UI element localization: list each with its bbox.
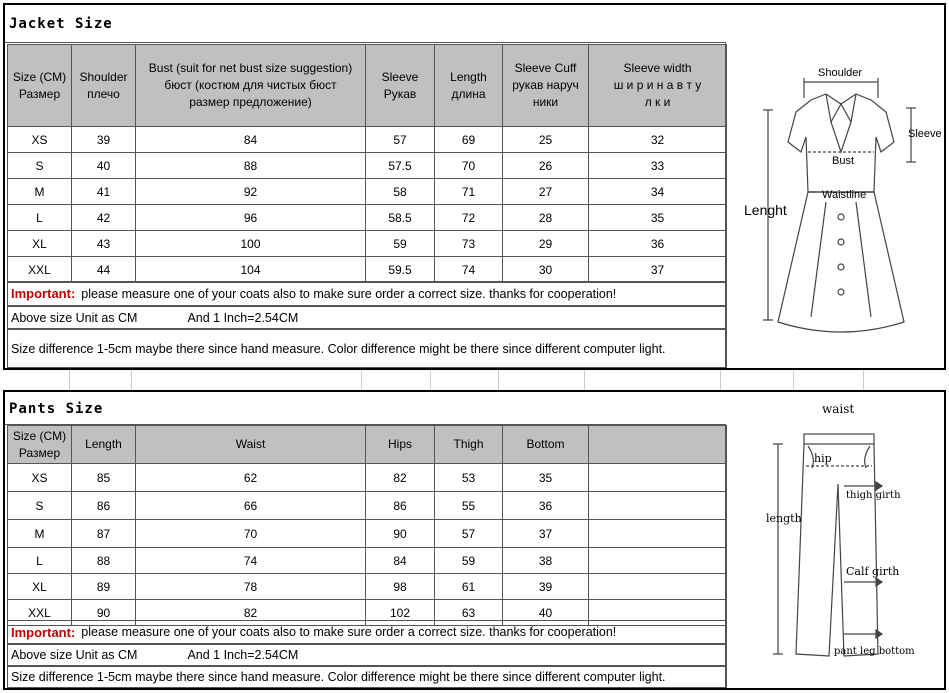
important-text: please measure one of your coats also to make sure order a correct size. thanks for cooperation!: [81, 625, 617, 639]
table-cell: 71: [435, 179, 503, 205]
table-cell: 61: [435, 574, 503, 600]
table-row: [8, 492, 727, 520]
table-cell: 69: [435, 127, 503, 153]
header-bottom: Bottom: [503, 426, 589, 464]
header-thigh: Thigh: [435, 426, 503, 464]
jacket-size-section: [3, 3, 946, 370]
table-cell: [589, 574, 727, 600]
table-cell: 37: [503, 520, 589, 548]
bust-label: Bust: [832, 155, 855, 167]
table-cell: 78: [136, 574, 366, 600]
table-row: [8, 127, 727, 153]
table-cell: 59.5: [366, 257, 435, 283]
table-cell: 70: [136, 520, 366, 548]
table-row: [8, 231, 727, 257]
table-cell: 35: [503, 464, 589, 492]
length-label: Lenght: [744, 202, 787, 218]
difference-text: Size difference 1-5cm maybe there since hand measure. Color difference might be there since different computer light.: [11, 341, 666, 356]
header-empty: [589, 426, 727, 464]
pants-measurement-diagram: [725, 402, 945, 688]
table-cell: 34: [589, 179, 727, 205]
table-cell: 55: [435, 492, 503, 520]
table-cell: 39: [72, 127, 136, 153]
table-cell: 82: [136, 600, 366, 626]
table-cell: 26: [503, 153, 589, 179]
difference-note: [7, 666, 727, 688]
table-row: [8, 257, 727, 283]
table-cell: 41: [72, 179, 136, 205]
table-cell: 27: [503, 179, 589, 205]
header-sleeve: Sleeve Рукав: [366, 45, 435, 127]
important-label: Important:: [11, 286, 76, 301]
table-cell: L: [8, 205, 72, 231]
table-cell: 29: [503, 231, 589, 257]
difference-note: [7, 329, 727, 368]
table-cell: XXL: [8, 257, 72, 283]
table-cell: 30: [503, 257, 589, 283]
table-cell: 36: [503, 492, 589, 520]
table-cell: 85: [72, 464, 136, 492]
table-cell: 102: [366, 600, 435, 626]
table-cell: 92: [136, 179, 366, 205]
table-cell: 84: [366, 548, 435, 574]
table-cell: 70: [435, 153, 503, 179]
unit-note: [7, 644, 727, 666]
jacket-size-table: [7, 44, 727, 283]
inch-text: And 1 Inch=2.54CM: [187, 648, 299, 662]
table-cell: 104: [136, 257, 366, 283]
pants-size-table: [7, 425, 727, 626]
table-cell: [589, 464, 727, 492]
bottom-label: pant leg bottom: [834, 646, 915, 657]
inch-text: And 1 Inch=2.54CM: [187, 310, 299, 325]
important-note: [7, 620, 727, 644]
header-hips: Hips: [366, 426, 435, 464]
jacket-measurement-diagram: [725, 42, 945, 368]
table-cell: 63: [435, 600, 503, 626]
table-cell: 44: [72, 257, 136, 283]
header-bust: Bust (suit for net bust size suggestion) бюст (костюм для чистых бюст размер предложение): [136, 45, 366, 127]
table-cell: XXL: [8, 600, 72, 626]
table-cell: [589, 548, 727, 574]
header-waist: Waist: [136, 426, 366, 464]
table-row: [8, 179, 727, 205]
table-cell: 42: [72, 205, 136, 231]
table-cell: 88: [72, 548, 136, 574]
table-cell: 39: [503, 574, 589, 600]
header-length: Length длина: [435, 45, 503, 127]
unit-text: Above size Unit as CM: [11, 648, 138, 662]
table-row: [8, 548, 727, 574]
table-cell: [589, 520, 727, 548]
table-cell: 73: [435, 231, 503, 257]
table-row: [8, 205, 727, 231]
spreadsheet-gridlines: [3, 370, 946, 390]
table-cell: L: [8, 548, 72, 574]
table-cell: 96: [136, 205, 366, 231]
table-cell: 35: [589, 205, 727, 231]
table-cell: 57.5: [366, 153, 435, 179]
table-cell: 38: [503, 548, 589, 574]
table-cell: 57: [435, 520, 503, 548]
unit-text: Above size Unit as CM: [11, 310, 138, 325]
table-cell: 58.5: [366, 205, 435, 231]
table-cell: M: [8, 520, 72, 548]
table-cell: 86: [366, 492, 435, 520]
table-cell: 98: [366, 574, 435, 600]
table-cell: 37: [589, 257, 727, 283]
table-row: [8, 520, 727, 548]
header-sleeve-width: Sleeve width ш и р и н а в т у л к и: [589, 45, 727, 127]
table-cell: S: [8, 153, 72, 179]
important-label: Important:: [11, 624, 76, 640]
hip-label: hip: [814, 452, 832, 465]
waist-label: waist: [822, 402, 855, 416]
table-cell: 89: [72, 574, 136, 600]
table-cell: 40: [503, 600, 589, 626]
table-cell: 72: [435, 205, 503, 231]
table-row: [8, 574, 727, 600]
table-cell: [589, 492, 727, 520]
table-cell: 66: [136, 492, 366, 520]
table-cell: S: [8, 492, 72, 520]
table-cell: XS: [8, 127, 72, 153]
jacket-title: Jacket Size: [9, 16, 113, 32]
table-cell: 88: [136, 153, 366, 179]
table-cell: 58: [366, 179, 435, 205]
table-cell: 82: [366, 464, 435, 492]
table-cell: 36: [589, 231, 727, 257]
table-cell: 57: [366, 127, 435, 153]
table-cell: 43: [72, 231, 136, 257]
table-cell: 33: [589, 153, 727, 179]
table-cell: XS: [8, 464, 72, 492]
table-cell: 59: [435, 548, 503, 574]
header-shoulder: Shoulder плечо: [72, 45, 136, 127]
sleeve-label: Sleeve: [908, 128, 942, 140]
header-size: Size (CM) Размер: [8, 45, 72, 127]
table-cell: XL: [8, 574, 72, 600]
table-cell: 25: [503, 127, 589, 153]
table-row: [8, 153, 727, 179]
calf-label: Calf girth: [846, 565, 900, 578]
table-cell: 32: [589, 127, 727, 153]
table-cell: 90: [72, 600, 136, 626]
thigh-label: thigh girth: [846, 490, 901, 501]
table-cell: 62: [136, 464, 366, 492]
table-cell: 86: [72, 492, 136, 520]
pants-size-section: [3, 390, 946, 690]
important-text: please measure one of your coats also to make sure order a correct size. thanks for cooperation!: [81, 286, 617, 301]
divider: [5, 42, 725, 43]
pants-title: Pants Size: [9, 401, 104, 417]
table-row: [8, 464, 727, 492]
table-cell: 28: [503, 205, 589, 231]
table-cell: M: [8, 179, 72, 205]
table-cell: 59: [366, 231, 435, 257]
header-size: Size (CM) Размер: [8, 426, 72, 464]
table-cell: 100: [136, 231, 366, 257]
unit-note: [7, 306, 727, 329]
table-cell: XL: [8, 231, 72, 257]
table-cell: 84: [136, 127, 366, 153]
table-cell: 90: [366, 520, 435, 548]
table-cell: 53: [435, 464, 503, 492]
shoulder-label: Shoulder: [818, 67, 863, 79]
pants-header-row: [8, 426, 727, 464]
table-cell: 87: [72, 520, 136, 548]
difference-text: Size difference 1-5cm maybe there since hand measure. Color difference might be there since different computer light.: [11, 670, 666, 684]
table-cell: 74: [136, 548, 366, 574]
header-length: Length: [72, 426, 136, 464]
important-note: [7, 281, 727, 306]
waistline-label: Waistline: [822, 189, 867, 201]
jacket-header-row: [8, 45, 727, 127]
header-sleeve-cuff: Sleeve Cuff рукав наруч ники: [503, 45, 589, 127]
table-cell: 74: [435, 257, 503, 283]
table-cell: 40: [72, 153, 136, 179]
length-label: length: [766, 512, 802, 525]
